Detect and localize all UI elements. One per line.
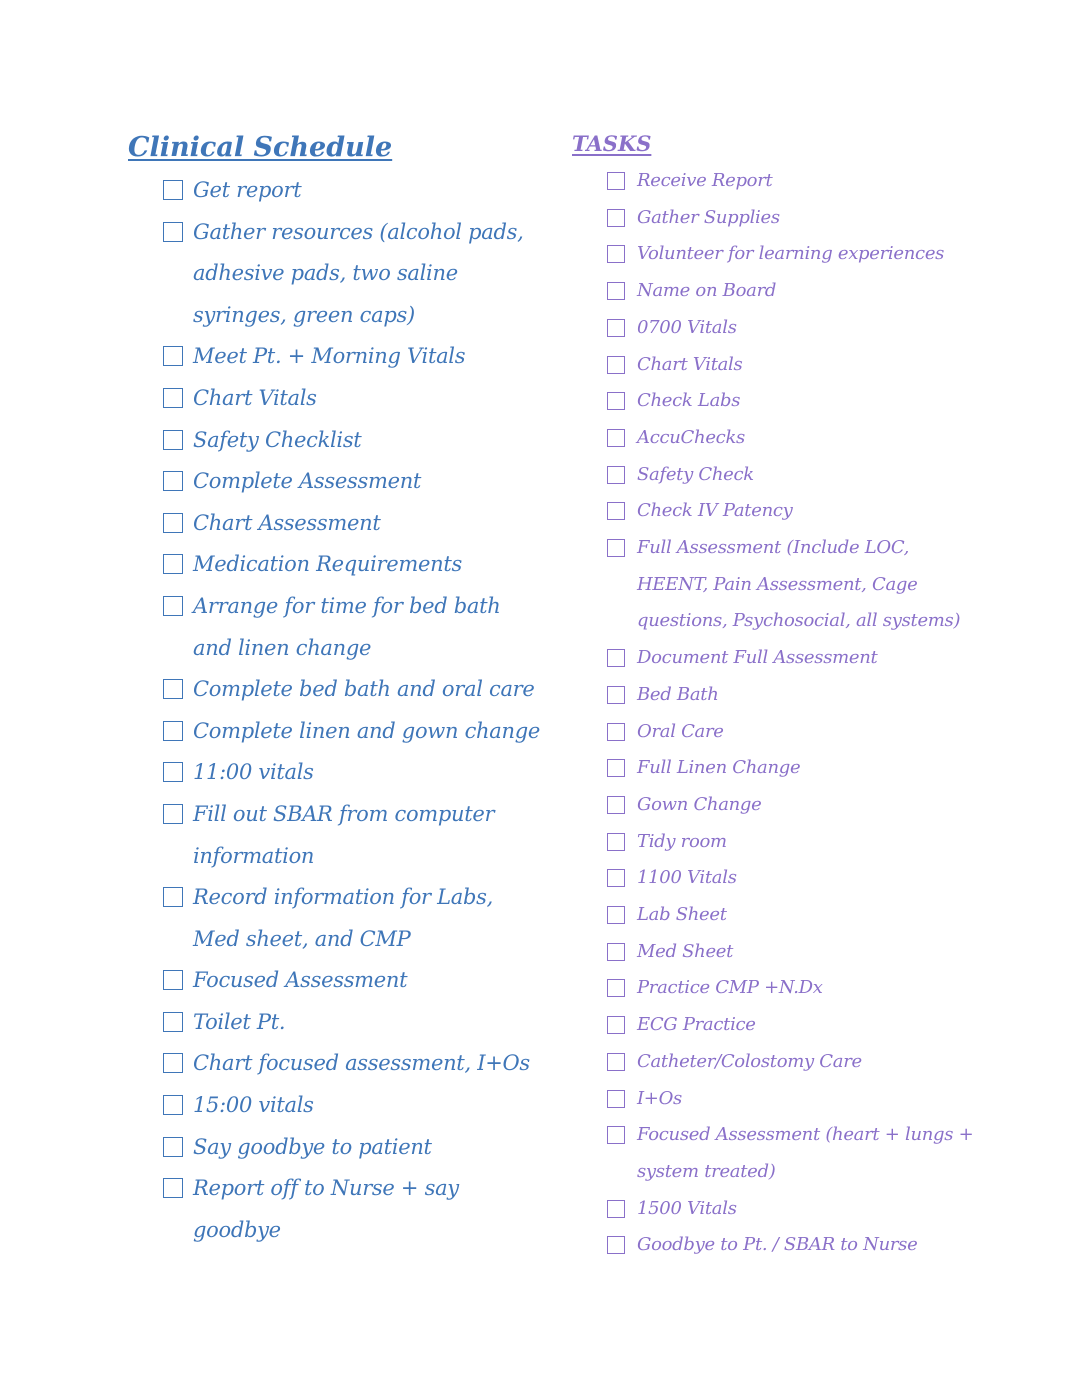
schedule-item-line: Say goodbye to patient: [193, 1134, 432, 1159]
checkbox[interactable]: [607, 723, 625, 741]
task-item-label: [637, 824, 727, 861]
checkbox[interactable]: [163, 804, 183, 824]
task-item-label: [637, 347, 742, 384]
task-item: [572, 457, 992, 494]
task-item: [572, 1227, 992, 1264]
task-item: [572, 824, 992, 861]
task-item: [572, 934, 992, 971]
schedule-item-label: [193, 1085, 314, 1127]
schedule-item-label: [193, 503, 380, 545]
schedule-item-line: 15:00 vitals: [193, 1093, 314, 1118]
clinical-schedule-title: Clinical Schedule: [128, 132, 393, 163]
task-item-line: Safety Check: [637, 463, 754, 485]
task-item-line: Check IV Patency: [637, 500, 793, 522]
schedule-item-label: [193, 1168, 459, 1251]
task-item-label: [637, 897, 727, 934]
schedule-item-label: [193, 752, 314, 794]
task-item-label: [637, 1227, 917, 1264]
task-item: [572, 200, 992, 237]
schedule-item: [128, 960, 528, 1002]
task-item: [572, 236, 992, 273]
task-item-line: I+Os: [637, 1087, 682, 1109]
task-item-line: Catheter/Colostomy Care: [637, 1050, 862, 1072]
checkbox[interactable]: [163, 430, 183, 450]
task-item-label: [637, 640, 877, 677]
schedule-item: [128, 1043, 528, 1085]
checkbox[interactable]: [163, 596, 183, 616]
task-item-label: [637, 530, 960, 640]
task-item-line: questions, Psychosocial, all systems): [637, 610, 961, 632]
schedule-item: [128, 212, 528, 337]
task-item-label: [637, 750, 800, 787]
task-item-line: Full Assessment (Include LOC,: [637, 537, 910, 559]
task-item: [572, 383, 992, 420]
checkbox[interactable]: [607, 1090, 625, 1108]
schedule-item-line: Med sheet, and CMP: [193, 926, 411, 951]
checkbox[interactable]: [163, 513, 183, 533]
task-item: [572, 1117, 992, 1190]
task-item-label: [637, 383, 740, 420]
task-item-label: [637, 236, 944, 273]
task-item-line: Oral Care: [637, 720, 724, 742]
task-item: [572, 420, 992, 457]
task-item-line: ECG Practice: [637, 1014, 756, 1036]
task-item-label: [637, 200, 780, 237]
task-item-line: Gather Supplies: [637, 206, 780, 228]
schedule-item: [128, 1002, 528, 1044]
schedule-item-line: Complete Assessment: [193, 469, 422, 494]
task-item-label: [637, 714, 724, 751]
schedule-item: [128, 378, 528, 420]
task-item-line: Volunteer for learning experiences: [637, 243, 945, 265]
task-item-line: Lab Sheet: [637, 904, 727, 926]
task-item: [572, 640, 992, 677]
schedule-item-line: adhesive pads, two saline: [193, 261, 458, 286]
schedule-item: [128, 1085, 528, 1127]
checkbox[interactable]: [607, 1200, 625, 1218]
schedule-item: [128, 336, 528, 378]
schedule-item-line: Focused Assessment: [193, 968, 408, 993]
checkbox[interactable]: [607, 172, 625, 190]
task-item: [572, 860, 992, 897]
schedule-item-line: 11:00 vitals: [193, 760, 314, 785]
schedule-item-label: [193, 212, 523, 337]
schedule-item-line: Complete linen and gown change: [193, 718, 540, 743]
task-item-label: [637, 1044, 862, 1081]
schedule-item-label: [193, 1002, 285, 1044]
schedule-item-line: and linen change: [193, 635, 372, 660]
task-item: [572, 493, 992, 530]
schedule-item-line: information: [193, 843, 315, 868]
schedule-item: [128, 503, 528, 545]
checkbox[interactable]: [607, 429, 625, 447]
schedule-item-label: [193, 336, 465, 378]
task-item: [572, 163, 992, 200]
task-item-line: HEENT, Pain Assessment, Cage: [637, 573, 918, 595]
task-item-label: [637, 970, 823, 1007]
checkbox[interactable]: [163, 180, 183, 200]
task-item-label: [637, 934, 733, 971]
task-item: [572, 677, 992, 714]
task-item: [572, 530, 992, 640]
schedule-item: [128, 1127, 528, 1169]
schedule-item-label: [193, 1043, 530, 1085]
task-item-line: Receive Report: [637, 170, 773, 191]
schedule-item-label: [193, 669, 535, 711]
schedule-item-label: [193, 461, 421, 503]
checkbox[interactable]: [607, 502, 625, 520]
task-item-label: [637, 1007, 756, 1044]
checkbox[interactable]: [607, 209, 625, 227]
task-item: [572, 1191, 992, 1228]
schedule-item-line: Chart Vitals: [193, 385, 317, 410]
checkbox[interactable]: [163, 554, 183, 574]
task-item: [572, 714, 992, 751]
task-item-label: [637, 420, 745, 457]
checkbox[interactable]: [607, 943, 625, 961]
schedule-item-line: Report off to Nurse + say: [193, 1176, 459, 1201]
checkbox[interactable]: [607, 1236, 625, 1254]
task-item-label: [637, 493, 793, 530]
task-item: [572, 1081, 992, 1118]
task-item: [572, 970, 992, 1007]
checkbox[interactable]: [607, 869, 625, 887]
schedule-item-label: [193, 544, 462, 586]
schedule-item-label: [193, 420, 361, 462]
task-item-line: Med Sheet: [637, 940, 734, 962]
schedule-item-line: Gather resources (alcohol pads,: [193, 219, 524, 244]
schedule-item: [128, 1168, 528, 1251]
schedule-item-line: Meet Pt. + Morning Vitals: [193, 344, 466, 369]
task-item-line: Chart Vitals: [637, 353, 743, 375]
task-item: [572, 787, 992, 824]
task-item: [572, 310, 992, 347]
task-item-line: Gown Change: [637, 793, 762, 815]
task-item-label: [637, 787, 762, 824]
checkbox[interactable]: [163, 679, 183, 699]
schedule-item-line: Chart Assessment: [193, 510, 381, 535]
checkbox[interactable]: [163, 887, 183, 907]
task-item-line: Tidy room: [637, 830, 727, 852]
task-item-line: system treated): [637, 1160, 776, 1182]
task-item: [572, 897, 992, 934]
schedule-item-line: Chart focused assessment, I+Os: [193, 1051, 530, 1076]
checkbox[interactable]: [607, 356, 625, 374]
checkbox[interactable]: [607, 1126, 625, 1144]
schedule-item-line: Safety Checklist: [193, 427, 362, 452]
task-item-label: [637, 273, 776, 310]
task-item-line: Full Linen Change: [637, 757, 801, 779]
schedule-item-line: syringes, green caps): [193, 302, 415, 327]
task-item-label: [637, 1117, 973, 1190]
schedule-item-line: Fill out SBAR from computer: [193, 801, 495, 826]
task-item-label: [637, 457, 754, 494]
checkbox[interactable]: [163, 1095, 183, 1115]
checkbox[interactable]: [607, 392, 625, 410]
checkbox[interactable]: [607, 1016, 625, 1034]
checkbox[interactable]: [607, 759, 625, 777]
checkbox[interactable]: [163, 721, 183, 741]
clinical-schedule-column: [128, 128, 540, 1251]
checkbox[interactable]: [163, 762, 183, 782]
schedule-item-label: [193, 711, 540, 753]
task-item-line: Practice CMP +N.Dx: [637, 977, 823, 999]
schedule-item-line: Record information for Labs,: [193, 885, 494, 910]
checkbox[interactable]: [607, 245, 625, 263]
task-item-line: 1500 Vitals: [637, 1197, 737, 1219]
checkbox[interactable]: [163, 1012, 183, 1032]
schedule-item: [128, 877, 528, 960]
task-item-line: Focused Assessment (heart + lungs +: [637, 1124, 974, 1146]
schedule-item-label: [193, 794, 494, 877]
checkbox[interactable]: [607, 979, 625, 997]
schedule-item: [128, 544, 528, 586]
task-item-line: 1100 Vitals: [637, 867, 737, 889]
schedule-item: [128, 461, 528, 503]
checkbox[interactable]: [607, 649, 625, 667]
task-item-line: Goodbye to Pt. / SBAR to Nurse: [637, 1234, 918, 1256]
clinical-schedule-list: [128, 170, 540, 1251]
task-item: [572, 750, 992, 787]
task-item-line: Bed Bath: [637, 683, 719, 705]
schedule-item: [128, 794, 528, 877]
schedule-item-label: [193, 877, 493, 960]
task-item-label: [637, 1081, 682, 1118]
checkbox[interactable]: [163, 222, 183, 242]
schedule-item-line: goodbye: [193, 1217, 281, 1242]
checkbox[interactable]: [607, 466, 625, 484]
schedule-item: [128, 752, 528, 794]
task-item: [572, 273, 992, 310]
task-item-line: Document Full Assessment: [637, 647, 878, 669]
schedule-item: [128, 586, 528, 669]
schedule-item-label: [193, 170, 301, 212]
schedule-item-label: [193, 378, 317, 420]
task-item: [572, 1044, 992, 1081]
schedule-item-line: Complete bed bath and oral care: [193, 677, 535, 702]
task-item: [572, 1007, 992, 1044]
task-item-label: [637, 860, 737, 897]
checkbox[interactable]: [163, 970, 183, 990]
task-item-label: [637, 1191, 737, 1228]
checkbox[interactable]: [163, 388, 183, 408]
schedule-item: [128, 170, 528, 212]
schedule-item: [128, 711, 540, 753]
tasks-title: TASKS: [572, 131, 652, 156]
checkbox[interactable]: [163, 1137, 183, 1157]
checkbox[interactable]: [163, 1053, 183, 1073]
schedule-item-line: Toilet Pt.: [193, 1009, 286, 1034]
tasks-column: [572, 128, 992, 1264]
schedule-item-line: Medication Requirements: [193, 552, 462, 577]
checkbox[interactable]: [163, 1178, 183, 1198]
task-item-line: Check Labs: [637, 390, 741, 412]
task-item-line: 0700 Vitals: [637, 316, 737, 338]
schedule-item-label: [193, 586, 500, 669]
task-item-line: Name on Board: [637, 280, 777, 302]
schedule-item-line: Arrange for time for bed bath: [193, 593, 501, 618]
checkbox[interactable]: [607, 906, 625, 924]
schedule-item-line: Get report: [193, 178, 302, 202]
checkbox[interactable]: [607, 539, 625, 557]
schedule-item: [128, 420, 528, 462]
checkbox[interactable]: [607, 833, 625, 851]
checkbox[interactable]: [163, 346, 183, 366]
task-item: [572, 347, 992, 384]
checkbox[interactable]: [607, 686, 625, 704]
checkbox[interactable]: [607, 282, 625, 300]
checkbox[interactable]: [163, 471, 183, 491]
schedule-item-label: [193, 1127, 432, 1169]
task-item-label: [637, 310, 737, 347]
checkbox[interactable]: [607, 1053, 625, 1071]
task-item-label: [637, 163, 772, 200]
schedule-item-label: [193, 960, 407, 1002]
checkbox[interactable]: [607, 319, 625, 337]
tasks-list: [572, 163, 992, 1264]
checkbox[interactable]: [607, 796, 625, 814]
task-item-line: AccuChecks: [637, 426, 745, 448]
schedule-item: [128, 669, 535, 711]
task-item-label: [637, 677, 719, 714]
